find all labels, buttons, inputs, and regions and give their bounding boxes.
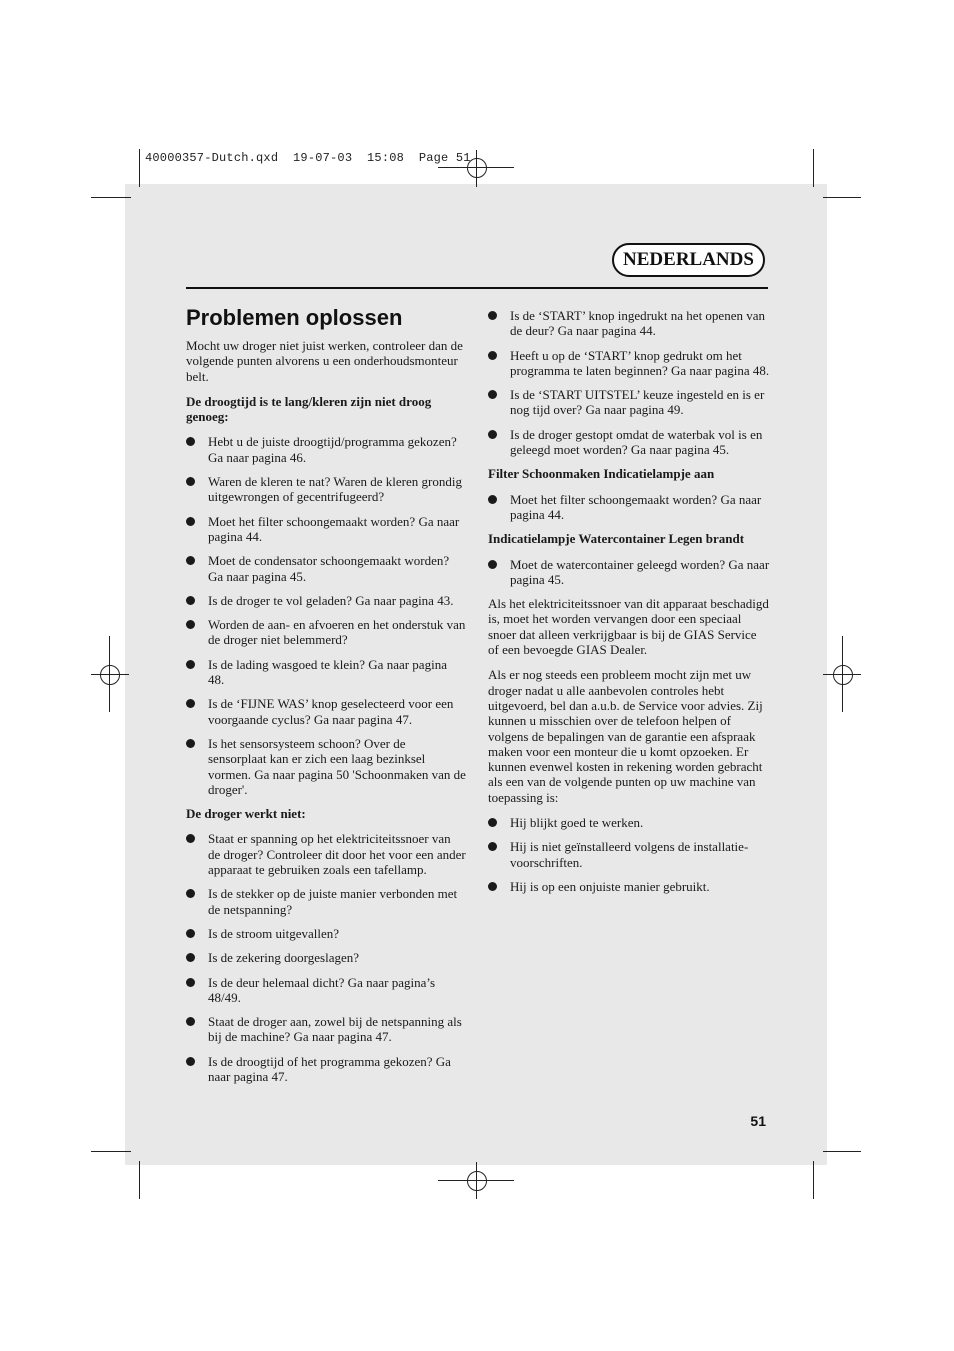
list-item: Is de ‘START UITSTEL’ keuze ingesteld en is er nog tijd over? Ga naar pagina 49.: [488, 387, 770, 418]
list-item: Is de zekering doorgeslagen?: [186, 950, 466, 965]
crop-mark: [813, 1161, 814, 1199]
crop-mark: [823, 197, 861, 198]
registration-circle: [100, 665, 120, 685]
registration-circle: [467, 1171, 487, 1191]
charges-list: [488, 815, 770, 894]
list-item: Worden de aan- en afvoeren en het onderstuk van de droger niet belemmerd?: [186, 617, 466, 648]
list-item: Is de droogtijd of het programma gekozen? Ga naar pagina 47.: [186, 1054, 466, 1085]
crop-mark: [91, 1151, 131, 1152]
list-item: Is de ‘START’ knop ingedrukt na het openen van de deur? Ga naar pagina 44.: [488, 308, 770, 339]
list-item: Is de stroom uitgevallen?: [186, 926, 466, 941]
list-item: Staat de droger aan, zowel bij de netspanning als bij de machine? Ga naar pagina 47.: [186, 1014, 466, 1045]
list-item: Hij is niet geïnstalleerd volgens de installatie-voorschriften.: [488, 839, 770, 870]
not-working-list: [186, 831, 466, 1084]
list-item: Moet de watercontainer geleegd worden? Ga naar pagina 45.: [488, 557, 770, 588]
water-container-list: [488, 557, 770, 588]
crop-mark: [813, 149, 814, 187]
right-column: [488, 308, 770, 903]
print-slug: 40000357-Dutch.qxd 19-07-03 15:08 Page 51: [145, 151, 471, 165]
left-column: [186, 305, 466, 1093]
cord-paragraph: Als het elektriciteitssnoer van dit apparaat beschadigd is, moet het worden vervangen door een speciaal snoer dat alleen verkrijgbaar is bij de GIAS Service of een bevoegde GIAS Dealer.: [488, 596, 769, 658]
filter-list: [488, 492, 770, 523]
list-item: Waren de kleren te nat? Waren de kleren grondig uitgewrongen of gecentrifugeerd?: [186, 474, 466, 505]
section-heading-not-working: De droger werkt niet:: [186, 806, 306, 822]
list-item: Is de droger gestopt omdat de waterbak vol is en geleegd moet worden? Ga naar pagina 45.: [488, 427, 770, 458]
list-item: Moet het filter schoongemaakt worden? Ga naar pagina 44.: [488, 492, 770, 523]
list-item: Hij blijkt goed te werken.: [488, 815, 770, 830]
list-item: Is de stekker op de juiste manier verbonden met de netspanning?: [186, 886, 466, 917]
list-item: Is het sensorsysteem schoon? Over de sensorplaat kan er zich een laag bezinksel vormen. Ga naar pagina 50 'Schoonmaken van de droger'.: [186, 736, 466, 797]
page-title: Problemen oplossen: [186, 305, 403, 330]
section-heading-drying-time: De droogtijd is te lang/kleren zijn niet droog genoeg:: [186, 393, 432, 425]
service-paragraph: Als er nog steeds een probleem mocht zijn met uw droger nadat u alle aanbevolen controles hebt uitgevoerd, bel dan a.u.b. de Service voor advies. Zij kunnen u misschien over de telefoon helpen of volgens de bepalingen van de garantie een afspraak maken voor een monteur die u komt opzoeken. Er kunnen evenwel kosten in rekening worden gebracht als een van de volgende punten op uw machine van toepassing is:: [488, 667, 763, 805]
drying-time-list: [186, 434, 466, 797]
list-item: Heeft u op de ‘START’ knop gedrukt om het programma te laten beginnen? Ga naar pagina 48.: [488, 348, 770, 379]
list-item: Is de lading wasgoed te klein? Ga naar pagina 48.: [186, 657, 466, 688]
list-item: Moet de condensator schoongemaakt worden? Ga naar pagina 45.: [186, 553, 466, 584]
registration-circle: [833, 665, 853, 685]
section-heading-filter: Filter Schoonmaken Indicatielampje aan: [488, 466, 715, 482]
crop-mark: [139, 149, 140, 187]
crop-mark: [139, 1161, 140, 1199]
list-item: Is de deur helemaal dicht? Ga naar pagina’s 48/49.: [186, 975, 466, 1006]
header-rule: [186, 287, 768, 289]
list-item: Hij is op een onjuiste manier gebruikt.: [488, 879, 770, 894]
not-working-list-continued: [488, 308, 770, 457]
list-item: Hebt u de juiste droogtijd/programma gekozen? Ga naar pagina 46.: [186, 434, 466, 465]
language-badge: NEDERLANDS: [612, 243, 765, 277]
list-item: Moet het filter schoongemaakt worden? Ga naar pagina 44.: [186, 514, 466, 545]
crop-mark: [823, 1151, 861, 1152]
registration-circle: [467, 158, 487, 178]
page-number: 51: [750, 1113, 766, 1129]
intro-paragraph: Mocht uw droger niet juist werken, controleer dan de volgende punten alvorens u een onderhoudsmonteur belt.: [186, 338, 463, 384]
crop-mark: [91, 197, 131, 198]
list-item: Is de ‘FIJNE WAS’ knop geselecteerd voor een voorgaande cyclus? Ga naar pagina 47.: [186, 696, 466, 727]
list-item: Is de droger te vol geladen? Ga naar pagina 43.: [186, 593, 466, 608]
list-item: Staat er spanning op het elektriciteitssnoer van de droger? Controleer dit door het voor een ander apparaat te gebruiken zoals een tafellamp.: [186, 831, 466, 877]
section-heading-water-container: Indicatielampje Watercontainer Legen brandt: [488, 531, 745, 547]
